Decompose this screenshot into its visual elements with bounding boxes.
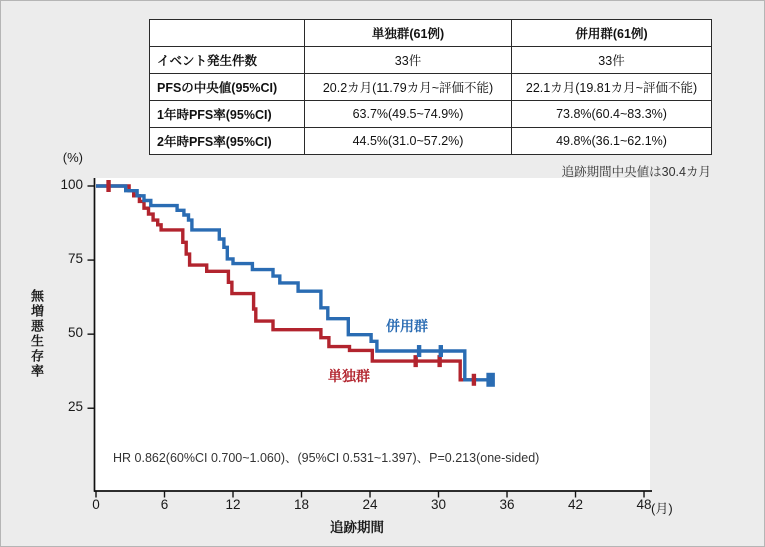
- cell-mono: 20.2カ月(11.79カ月~評価不能): [305, 74, 512, 101]
- x-tick-label: 36: [499, 497, 515, 512]
- x-axis-unit: (月): [651, 501, 673, 516]
- table-row: [150, 74, 712, 101]
- cell-combo: 73.8%(60.4~83.3%): [512, 101, 712, 128]
- x-tick-label: 12: [225, 497, 241, 512]
- table-header-mono: 単独群(61例): [305, 20, 512, 47]
- x-tick-label: 42: [567, 497, 584, 512]
- y-tick-label: 100: [60, 177, 83, 192]
- pfs-summary-table: [149, 19, 712, 155]
- cell-mono: 63.7%(49.5~74.9%): [305, 101, 512, 128]
- legend-label-combo: 併用群: [386, 318, 428, 334]
- y-tick-label: 75: [67, 251, 83, 267]
- table-header-combo: 併用群(61例): [512, 20, 712, 47]
- y-axis-label: 無増悪生存率: [29, 289, 44, 379]
- y-axis-unit: (%): [62, 150, 83, 165]
- x-tick-label: 48: [636, 497, 652, 512]
- table-row: [150, 101, 712, 128]
- table-corner-cell: [150, 20, 305, 47]
- x-tick-label: 30: [430, 497, 447, 512]
- x-tick-label: 24: [362, 497, 378, 512]
- table-row: [150, 47, 712, 74]
- cell-mono: 33件: [305, 47, 512, 74]
- x-tick-label: 6: [160, 497, 169, 512]
- cell-mono: 44.5%(31.0~57.2%): [305, 128, 512, 155]
- y-tick-label: 25: [67, 399, 83, 415]
- row-label: 2年時PFS率(95%CI): [150, 128, 305, 155]
- table-header-row: [150, 20, 712, 47]
- cell-combo: 33件: [512, 47, 712, 74]
- row-label: イベント発生件数: [150, 47, 305, 74]
- followup-median-note: 追跡期間中央値は30.4カ月: [561, 165, 711, 179]
- hr-stats-note: HR 0.862(60%CI 0.700~1.060)、(95%CI 0.531~1.397)、P=0.213(one-sided): [113, 451, 540, 465]
- row-label: PFSの中央値(95%CI): [150, 74, 305, 101]
- x-tick-label: 18: [293, 497, 310, 512]
- cell-combo: 49.8%(36.1~62.1%): [512, 128, 712, 155]
- row-label: 1年時PFS率(95%CI): [150, 101, 305, 128]
- x-axis-label: 追跡期間: [330, 520, 384, 535]
- legend-label-mono: 単独群: [328, 368, 370, 384]
- table-row: [150, 128, 712, 155]
- y-tick-label: 50: [67, 325, 83, 341]
- cell-combo: 22.1カ月(19.81カ月~評価不能): [512, 74, 712, 101]
- plot-area: [94, 178, 650, 491]
- x-tick-label: 0: [92, 497, 100, 512]
